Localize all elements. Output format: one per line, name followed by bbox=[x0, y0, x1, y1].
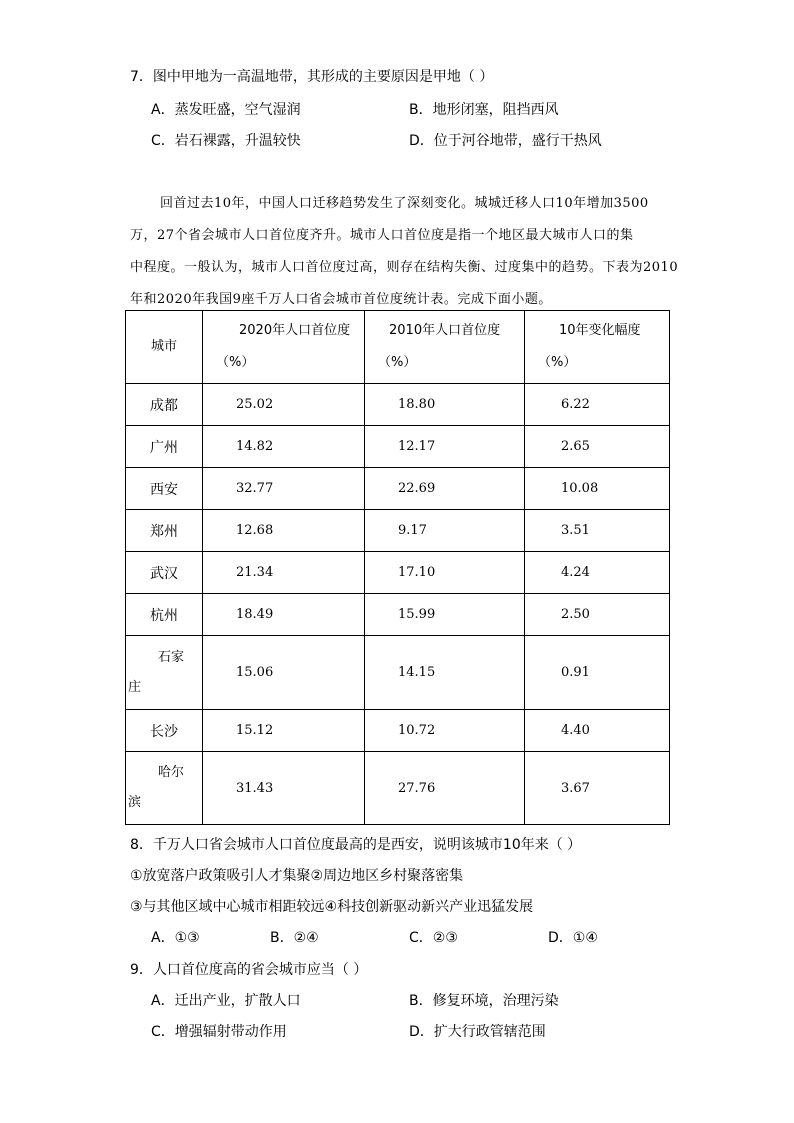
table-row bbox=[126, 636, 670, 710]
cell-change: 3.67 bbox=[525, 752, 670, 825]
passage-line-1: 回首过去10年，中国人口迁移趋势发生了深刻变化。城城迁移人口10年增加3500 bbox=[160, 196, 649, 211]
cell-change: 6.22 bbox=[525, 384, 670, 426]
cell-city: 石家 庄 bbox=[126, 636, 203, 710]
population-primacy-table bbox=[125, 310, 670, 825]
cell-change: 2.65 bbox=[525, 426, 670, 468]
cell-2010: 27.76 bbox=[365, 752, 525, 825]
q9-option-b[interactable]: B．修复环境，治理污染 bbox=[409, 993, 559, 1009]
cell-change: 3.51 bbox=[525, 510, 670, 552]
cell-2010: 22.69 bbox=[365, 468, 525, 510]
cell-2010: 9.17 bbox=[365, 510, 525, 552]
cell-2020: 12.68 bbox=[203, 510, 365, 552]
cell-change: 4.24 bbox=[525, 552, 670, 594]
cell-change: 10.08 bbox=[525, 468, 670, 510]
cell-change: 0.91 bbox=[525, 636, 670, 710]
cell-2010: 10.72 bbox=[365, 710, 525, 752]
passage-line-3: 中程度。一般认为，城市人口首位度过高，则存在结构失衡、过度集中的趋势。下表为2010 bbox=[130, 260, 679, 275]
q8-statements-line-1: ①放宽落户政策吸引人才集聚②周边地区乡村聚落密集 bbox=[130, 868, 464, 884]
table-row bbox=[126, 510, 670, 552]
q8-statements-line-2: ③与其他区域中心城市相距较远④科技创新驱动新兴产业迅猛发展 bbox=[130, 899, 534, 915]
cell-city: 杭州 bbox=[126, 594, 203, 636]
cell-2020: 14.82 bbox=[203, 426, 365, 468]
table-row bbox=[126, 552, 670, 594]
table-row bbox=[126, 384, 670, 426]
cell-city: 西安 bbox=[126, 468, 203, 510]
cell-change: 2.50 bbox=[525, 594, 670, 636]
q7-option-d[interactable]: D．位于河谷地带，盛行干热风 bbox=[409, 133, 602, 149]
cell-city: 广州 bbox=[126, 426, 203, 468]
cell-2020: 31.43 bbox=[203, 752, 365, 825]
table-row bbox=[126, 594, 670, 636]
cell-2020: 15.06 bbox=[203, 636, 365, 710]
cell-2020: 15.12 bbox=[203, 710, 365, 752]
header-2010: 2010年人口首位度 （%） bbox=[365, 311, 525, 384]
q9-option-a[interactable]: A．迁出产业，扩散人口 bbox=[151, 993, 301, 1009]
cell-2020: 25.02 bbox=[203, 384, 365, 426]
question-9-stem: 9．人口首位度高的省会城市应当（ ） bbox=[130, 962, 368, 978]
cell-2010: 14.15 bbox=[365, 636, 525, 710]
cell-2020: 32.77 bbox=[203, 468, 365, 510]
cell-city: 哈尔 滨 bbox=[126, 752, 203, 825]
header-2020: 2020年人口首位度 （%） bbox=[203, 311, 365, 384]
table-row bbox=[126, 710, 670, 752]
question-8-stem: 8．千万人口省会城市人口首位度最高的是西安，说明该城市10年来（ ） bbox=[130, 837, 582, 853]
passage-line-2: 万，27个省会城市人口首位度齐升。城市人口首位度是指一个地区最大城市人口的集 bbox=[130, 228, 634, 243]
q7-option-c[interactable]: C．岩石裸露，升温较快 bbox=[151, 133, 301, 149]
cell-2020: 18.49 bbox=[203, 594, 365, 636]
q7-option-a[interactable]: A．蒸发旺盛，空气湿润 bbox=[151, 102, 301, 118]
table-row bbox=[126, 468, 670, 510]
cell-2010: 18.80 bbox=[365, 384, 525, 426]
cell-2020: 21.34 bbox=[203, 552, 365, 594]
q7-option-b[interactable]: B．地形闭塞，阻挡西风 bbox=[409, 102, 559, 118]
table-row bbox=[126, 752, 670, 825]
question-7-stem: 7．图中甲地为一高温地带，其形成的主要原因是甲地（ ） bbox=[130, 69, 494, 85]
q8-option-c[interactable]: C．②③ bbox=[409, 930, 458, 946]
q9-option-d[interactable]: D．扩大行政管辖范围 bbox=[409, 1024, 546, 1040]
table-row bbox=[126, 426, 670, 468]
passage-line-4: 年和2020年我国9座千万人口省会城市首位度统计表。完成下面小题。 bbox=[130, 292, 552, 307]
cell-2010: 15.99 bbox=[365, 594, 525, 636]
cell-city: 成都 bbox=[126, 384, 203, 426]
cell-city: 长沙 bbox=[126, 710, 203, 752]
cell-2010: 12.17 bbox=[365, 426, 525, 468]
cell-city: 郑州 bbox=[126, 510, 203, 552]
q8-option-b[interactable]: B．②④ bbox=[270, 930, 319, 946]
cell-2010: 17.10 bbox=[365, 552, 525, 594]
table-header-row bbox=[126, 311, 670, 384]
q9-option-c[interactable]: C．增强辐射带动作用 bbox=[151, 1024, 287, 1040]
q8-option-d[interactable]: D．①④ bbox=[548, 930, 598, 946]
header-change: 10年变化幅度 （%） bbox=[525, 311, 670, 384]
header-city: 城市 bbox=[126, 311, 203, 384]
cell-change: 4.40 bbox=[525, 710, 670, 752]
q8-option-a[interactable]: A．①③ bbox=[151, 930, 200, 946]
cell-city: 武汉 bbox=[126, 552, 203, 594]
